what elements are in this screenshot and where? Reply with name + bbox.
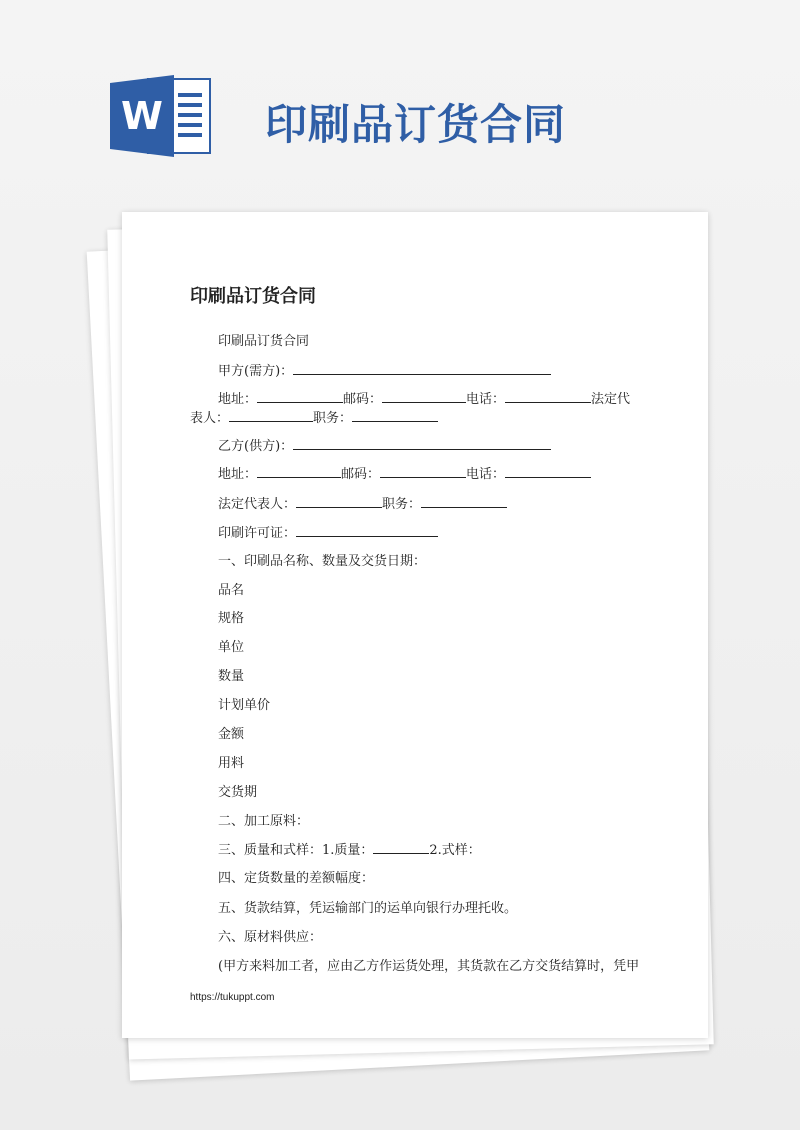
b-address-blank xyxy=(257,465,341,478)
item-quantity: 数量 xyxy=(218,669,245,684)
a-legal-rep-blank xyxy=(229,409,313,422)
b-address-label: 地址： xyxy=(218,467,258,482)
print-license-line xyxy=(218,524,438,543)
b-postcode-blank xyxy=(380,465,466,478)
section-4-heading: 四、定货数量的差额幅度： xyxy=(218,871,375,886)
party-a-blank xyxy=(293,362,551,375)
b-legal-rep-blank xyxy=(296,495,382,508)
section-3-quality-label: 三、质量和式样：1.质量： xyxy=(218,843,374,858)
document-subtitle: 印刷品订货合同 xyxy=(218,334,310,349)
item-spec: 规格 xyxy=(218,611,245,626)
page-title: 印刷品订货合同 xyxy=(265,100,567,149)
a-postcode-blank xyxy=(382,390,466,403)
word-logo-letter: W xyxy=(121,94,163,138)
a-legal-rep-label-1: 法定代 xyxy=(591,392,631,407)
item-name: 品名 xyxy=(218,583,245,598)
party-a-line xyxy=(218,362,551,381)
b-phone-blank xyxy=(505,465,591,478)
party-b-blank xyxy=(293,437,551,450)
section-2-heading: 二、加工原料： xyxy=(218,814,310,829)
item-delivery: 交货期 xyxy=(218,785,258,800)
b-title-label: 职务： xyxy=(382,497,422,512)
section-5-text: 五、货款结算，凭运输部门的运单向银行办理托收。 xyxy=(218,901,518,916)
a-postcode-label: 邮码： xyxy=(343,392,383,407)
a-title-blank xyxy=(352,409,438,422)
party-b-line xyxy=(218,437,551,456)
section-6-text: (甲方来料加工者，应由乙方作运货处理，其货款在乙方交货结算时，凭甲 xyxy=(218,959,640,974)
item-amount: 金额 xyxy=(218,727,245,742)
b-phone-label: 电话： xyxy=(466,467,506,482)
party-a-address-line xyxy=(218,390,630,409)
quality-blank xyxy=(373,841,429,854)
party-b-rep-line xyxy=(218,495,507,514)
b-legal-rep-label: 法定代表人： xyxy=(218,497,297,512)
a-legal-rep-label-2: 表人： xyxy=(190,411,230,426)
a-phone-blank xyxy=(505,390,591,403)
item-planned-price: 计划单价 xyxy=(218,698,271,713)
a-phone-label: 电话： xyxy=(466,392,506,407)
party-a-label: 甲方(需方)： xyxy=(218,364,294,379)
item-material: 用料 xyxy=(218,756,245,771)
section-6-heading: 六、原材料供应： xyxy=(218,930,323,945)
section-1-heading: 一、印刷品名称、数量及交货日期： xyxy=(218,554,427,569)
b-postcode-label: 邮码： xyxy=(341,467,381,482)
section-3-line xyxy=(218,841,481,860)
word-icon xyxy=(110,75,212,157)
party-b-address-line xyxy=(218,465,591,484)
b-title-blank xyxy=(421,495,507,508)
a-address-label: 地址： xyxy=(218,392,258,407)
a-title-label: 职务： xyxy=(313,411,353,426)
footer-url: https://tukuppt.com xyxy=(190,992,275,1003)
print-license-label: 印刷许可证： xyxy=(218,526,297,541)
item-unit: 单位 xyxy=(218,640,245,655)
a-address-blank xyxy=(257,390,343,403)
document-title: 印刷品订货合同 xyxy=(190,286,316,307)
party-a-rep-line xyxy=(190,409,438,428)
party-b-label: 乙方(供方)： xyxy=(218,439,294,454)
print-license-blank xyxy=(296,524,438,537)
section-3-style-label: 2.式样： xyxy=(429,843,481,858)
